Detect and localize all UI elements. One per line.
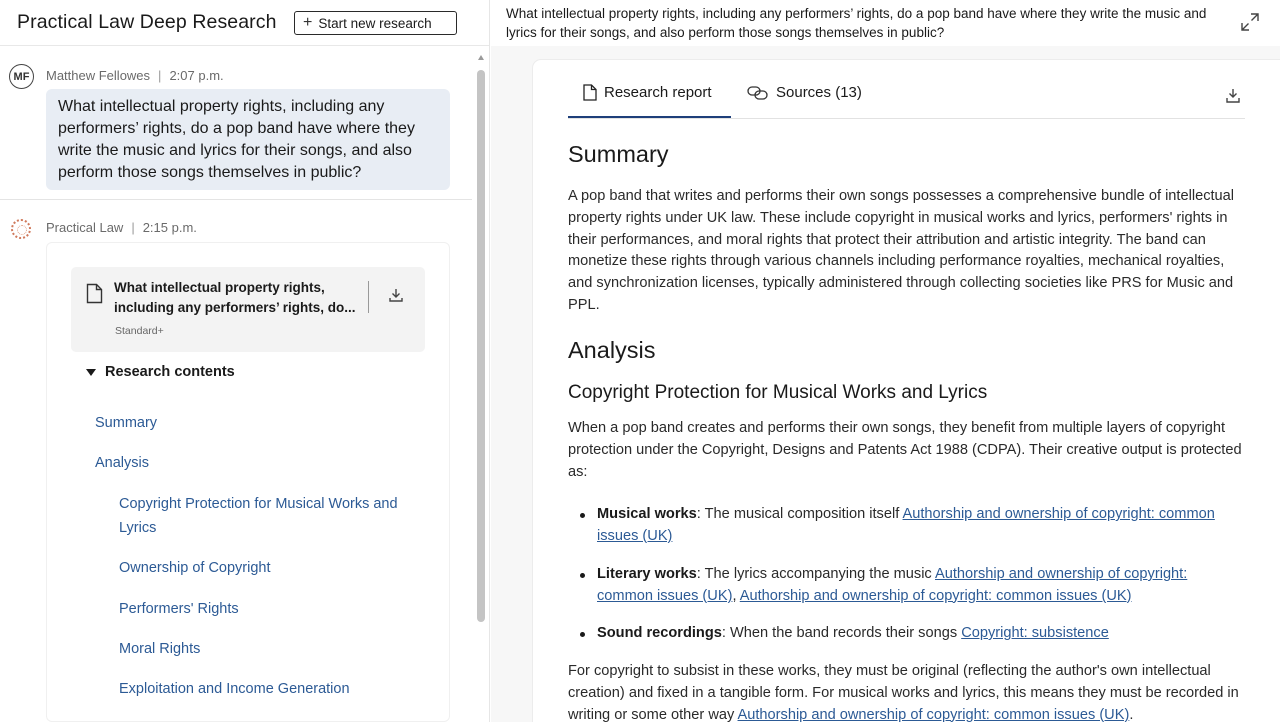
conversation-panel (0, 0, 490, 722)
start-new-research-label: Start new research (318, 15, 432, 31)
caret-down-icon (86, 369, 96, 376)
divider (368, 281, 369, 313)
tab-research-report-label: Research report (604, 84, 712, 101)
bullet-text: : When the band records their songs (721, 625, 962, 641)
bullet-marker (580, 573, 585, 578)
list-item (597, 623, 1247, 645)
bullet-text: : The musical composition itself (696, 506, 903, 522)
citation-link[interactable]: Copyright: subsistence (961, 625, 1109, 641)
practical-law-logo-icon (11, 219, 31, 239)
response-time: 2:15 p.m. (142, 220, 197, 235)
bullet-term: Musical works (597, 506, 697, 522)
user-message-time: 2:07 p.m. (169, 68, 224, 83)
closing-text: For copyright to subsist in these works, they must be original (reflecting the author's own intellectual creation) and fixed in a tangible form. For musical works and lyrics, this means they must be recorded in writing or some other way (568, 663, 1239, 722)
plus-icon: + (303, 14, 313, 31)
scroll-up-arrow[interactable] (478, 55, 484, 60)
meta-separator: | (131, 220, 135, 235)
tab-research-report[interactable] (583, 84, 712, 101)
avatar: MF (9, 64, 34, 89)
user-author-name: Matthew Fellowes (46, 68, 151, 83)
summary-paragraph: A pop band that writes and performs their own songs possesses a comprehensive bundle of intellectual property rights under UK law. These include copyright in musical works and lyrics, performers' rights in their performances, and moral rights that protect their attribution and artistic integrity. The band can monetize these rights through various channels including performance royalties, mechanical royalties, and synchronization licenses, typically administered through collecting societies like PRS for Music and PPL. (568, 188, 1235, 313)
citation-link[interactable]: Authorship and ownership of copyright: common issues (UK) (737, 706, 1130, 722)
research-contents-toggle[interactable] (86, 364, 235, 380)
app-title: Practical Law Deep Research (17, 11, 277, 33)
scrollbar-thumb[interactable] (477, 70, 485, 622)
toc-item-ownership-of-copyright[interactable]: Ownership of Copyright (119, 560, 271, 576)
summary-heading: Summary (568, 141, 669, 167)
research-tier-label: Standard+ (115, 325, 164, 337)
tab-sources[interactable] (747, 84, 862, 101)
list-item: Literary works: The lyrics accompanying the music Authorship and ownership of copyright: common issues (UK), Authorship and ownership of copyright: common issues (UK) (597, 566, 1188, 604)
toc-item-exploitation[interactable]: Exploitation and Income Generation (119, 681, 350, 697)
citation-link[interactable]: Authorship and ownership of copyright: common issues (UK) (739, 587, 1132, 604)
divider (0, 199, 472, 200)
list-item (597, 504, 1247, 548)
bullet-marker (580, 632, 585, 637)
report-question: What intellectual property rights, including any performers’ rights, do a pop band have where they write the music and lyrics for their songs, and also perform those songs themselves in public? (506, 6, 1207, 40)
bullet-text: : The lyrics accompanying the music (696, 566, 935, 582)
closing-paragraph (568, 661, 1252, 722)
toc-item-moral-rights[interactable]: Moral Rights (119, 641, 201, 657)
bullet-term: Sound recordings (597, 625, 722, 641)
toc-item-performers-rights[interactable]: Performers' Rights (119, 601, 239, 617)
response-author-name: Practical Law (46, 220, 124, 235)
response-meta (46, 220, 197, 235)
bullet-term: Literary works (597, 566, 697, 582)
user-message-bubble: What intellectual property rights, including any performers’ rights, do a pop band have where they write the music and lyrics for their songs, and also perform those songs themselves in public? (46, 89, 450, 190)
document-icon (583, 84, 597, 101)
download-icon[interactable] (1225, 87, 1241, 104)
link-icon (747, 85, 769, 101)
toc-item-copyright-protection[interactable]: Copyright Protection for Musical Works and Lyrics (119, 496, 398, 536)
user-message-meta (46, 68, 224, 83)
research-document-title[interactable]: What intellectual property rights, including any performers’ rights, do... (114, 280, 356, 315)
download-icon[interactable] (388, 287, 404, 303)
expand-icon[interactable] (1240, 12, 1260, 32)
toc-item-summary[interactable]: Summary (95, 415, 158, 431)
tab-sources-label: Sources (13) (776, 84, 862, 101)
citation-link[interactable]: Authorship and ownership of copyright: common issues (UK) (597, 566, 1188, 604)
research-contents-heading: Research contents (105, 364, 235, 380)
closing-tail: . (1129, 706, 1134, 722)
left-topbar (0, 0, 490, 46)
citation-link[interactable]: Authorship and ownership of copyright: common issues (UK) (597, 506, 1215, 544)
toc-item-analysis[interactable]: Analysis (95, 455, 149, 471)
section-heading: Copyright Protection for Musical Works and Lyrics (568, 382, 988, 403)
meta-separator: | (158, 68, 162, 83)
start-new-research-button[interactable] (294, 11, 457, 35)
section-intro-paragraph: When a pop band creates and performs their own songs, they benefit from multiple layers of copyright protection under the Copyright, Designs and Patents Act 1988 (CDPA). Their creative output is protected as: (568, 420, 1242, 480)
tab-bar-divider (568, 118, 1245, 119)
document-icon (86, 283, 103, 304)
analysis-heading: Analysis (568, 337, 656, 363)
bullet-marker (580, 513, 585, 518)
